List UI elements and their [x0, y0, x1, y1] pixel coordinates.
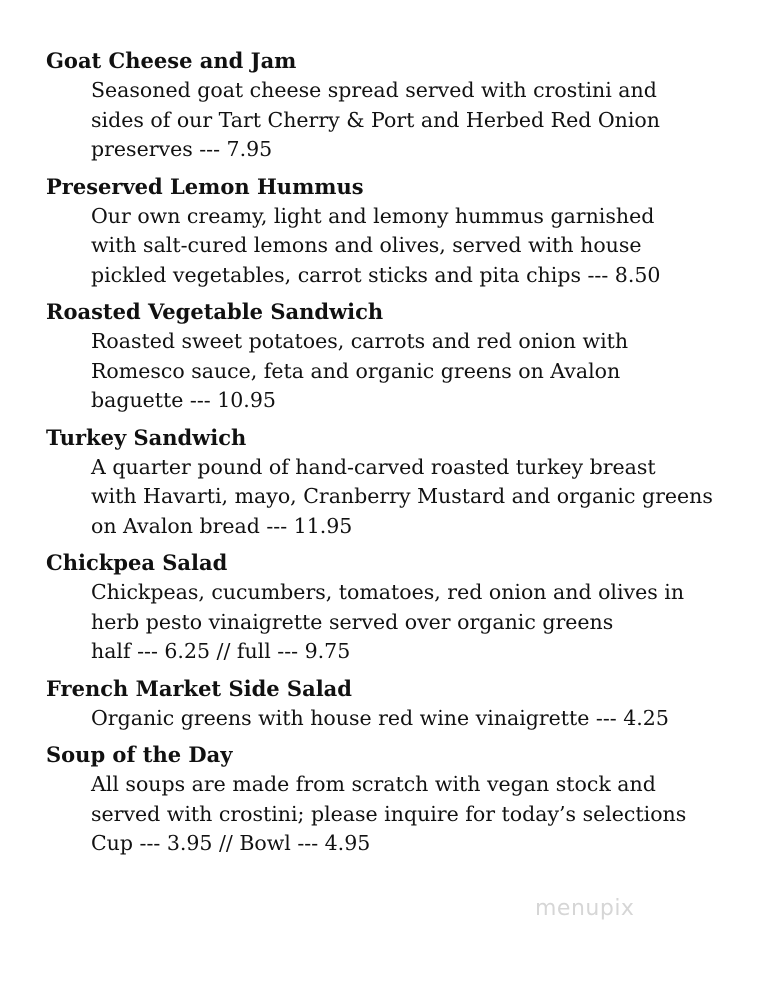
item-description [91, 770, 746, 859]
item-description [91, 578, 746, 667]
description-line: sides of our Tart Cherry & Port and Herbed Red Onion [91, 107, 660, 132]
menupix-watermark: menupix [535, 896, 635, 921]
item-name: Goat Cheese and Jam [46, 48, 297, 73]
description-line: Roasted sweet potatoes, carrots and red onion with [91, 329, 629, 353]
item-name: Preserved Lemon Hummus [46, 173, 364, 199]
description-line: Seasoned goat cheese spread served with crostini and [91, 78, 657, 102]
description-line: Cup --- 3.95 // Bowl --- 4.95 [91, 831, 371, 855]
menu-item-preserved-lemon-hummus [46, 172, 746, 291]
description-line: Romesco sauce, feta and organic greens on Avalon [91, 358, 621, 383]
menu-item-soup-of-the-day [46, 740, 746, 859]
description-line: with salt-cured lemons and olives, served with house [91, 233, 642, 257]
description-line: served with crostini; please inquire for today’s selections [91, 801, 687, 826]
item-name: Roasted Vegetable Sandwich [46, 299, 384, 324]
menu-item-roasted-vegetable-sandwich [46, 297, 746, 416]
description-line: Our own creamy, light and lemony hummus garnished [91, 203, 655, 228]
description-line: on Avalon bread --- 11.95 [91, 513, 353, 538]
menu-item-goat-cheese-and-jam [46, 46, 746, 165]
item-name: Chickpea Salad [46, 550, 228, 575]
item-description [91, 202, 746, 291]
description-line: pickled vegetables, carrot sticks and pita chips --- 8.50 [91, 262, 661, 287]
description-line: A quarter pound of hand-carved roasted turkey breast [91, 454, 656, 479]
menu-item-chickpea-salad [46, 548, 746, 667]
item-description [91, 76, 746, 165]
description-line: with Havarti, mayo, Cranberry Mustard and organic greens [91, 484, 713, 508]
description-line: herb pesto vinaigrette served over organic greens [91, 609, 614, 634]
item-name: Turkey Sandwich [46, 424, 247, 450]
item-name: Soup of the Day [46, 742, 233, 767]
menu-item-turkey-sandwich [46, 423, 746, 542]
description-line: Organic greens with house red wine vinaigrette --- 4.25 [91, 705, 669, 730]
item-description [91, 704, 746, 734]
description-line: All soups are made from scratch with vegan stock and [91, 772, 656, 796]
item-name: French Market Side Salad [46, 675, 352, 701]
description-line: preserves --- 7.95 [91, 137, 273, 161]
description-line: baguette --- 10.95 [91, 388, 276, 412]
menu-page [46, 46, 746, 866]
description-line: half --- 6.25 // full --- 9.75 [91, 639, 351, 663]
menu-item-french-market-side-salad [46, 674, 746, 734]
item-description [91, 453, 746, 542]
description-line: Chickpeas, cucumbers, tomatoes, red onion and olives in [91, 580, 685, 604]
item-description [91, 327, 746, 416]
